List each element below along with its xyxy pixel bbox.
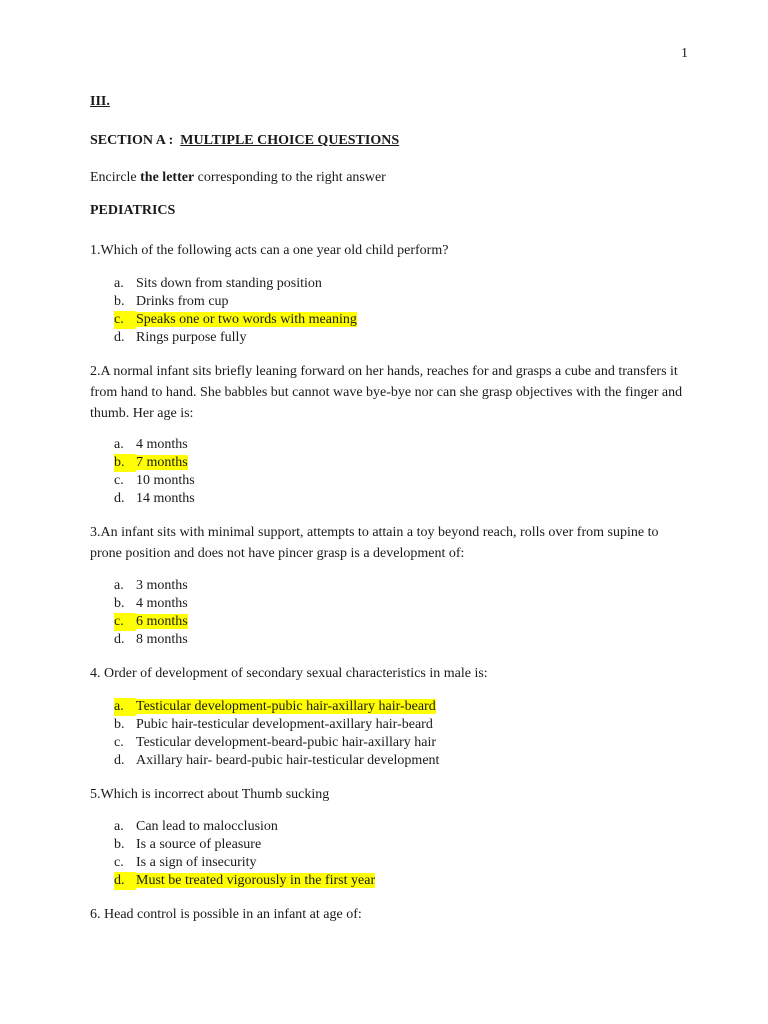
page-number: 1 [681, 46, 688, 61]
option-text: 3 months [136, 578, 188, 593]
option-text: Is a source of pleasure [136, 837, 262, 852]
option-letter: c. [114, 855, 124, 870]
section-prefix: SECTION A : [90, 133, 174, 148]
option-5d[interactable] [114, 872, 375, 890]
option-4d[interactable] [114, 752, 439, 770]
option-3b[interactable] [114, 595, 188, 613]
question-1-options [114, 275, 357, 347]
option-1c[interactable] [114, 311, 357, 329]
option-letter: a. [114, 819, 124, 834]
option-3a[interactable] [114, 577, 188, 595]
question-4-options [114, 698, 439, 770]
option-text: Testicular development-pubic hair-axillary hair-beard [136, 699, 436, 714]
option-text: 4 months [136, 437, 188, 452]
option-2d[interactable] [114, 490, 195, 508]
option-3d[interactable] [114, 631, 188, 649]
option-text: Axillary hair- beard-pubic hair-testicular development [136, 753, 440, 768]
option-text: Rings purpose fully [136, 330, 247, 345]
option-letter: b. [114, 294, 125, 309]
question-4: 4. Order of development of secondary sexual characteristics in male is: [90, 666, 488, 681]
option-1d[interactable] [114, 329, 357, 347]
option-letter: c. [114, 473, 124, 488]
option-text: 6 months [136, 614, 188, 629]
option-text: Sits down from standing position [136, 276, 322, 291]
option-letter: c. [114, 311, 136, 329]
question-3: 3.An infant sits with minimal support, attempts to attain a toy beyond reach, rolls over from supine to prone position and does not have pincer grasp is a development of: [90, 525, 659, 561]
part-numeral: III. [90, 94, 110, 109]
option-letter: d. [114, 872, 136, 890]
option-letter: c. [114, 613, 136, 631]
option-text: 4 months [136, 596, 188, 611]
option-text: Can lead to malocclusion [136, 819, 278, 834]
option-letter: a. [114, 437, 124, 452]
option-4c[interactable] [114, 734, 439, 752]
option-2b[interactable] [114, 454, 195, 472]
option-text: Testicular development-beard-pubic hair-axillary hair [136, 735, 436, 750]
option-4b[interactable] [114, 716, 439, 734]
question-5-options [114, 818, 375, 890]
option-letter: a. [114, 276, 124, 291]
option-text: 14 months [136, 491, 195, 506]
instruction-bold: the letter [140, 170, 195, 185]
option-letter: d. [114, 491, 125, 506]
option-letter: a. [114, 698, 136, 716]
option-letter: c. [114, 735, 124, 750]
option-1b[interactable] [114, 293, 357, 311]
option-3c[interactable] [114, 613, 188, 631]
question-1: 1.Which of the following acts can a one year old child perform? [90, 243, 449, 258]
subject-heading: PEDIATRICS [90, 203, 176, 218]
option-letter: b. [114, 717, 125, 732]
option-5a[interactable] [114, 818, 375, 836]
option-letter: b. [114, 596, 125, 611]
instruction-pre: Encircle [90, 170, 141, 185]
instruction-post: corresponding to the right answer [194, 170, 386, 185]
option-text: Speaks one or two words with meaning [136, 312, 357, 327]
option-letter: b. [114, 837, 125, 852]
option-letter: d. [114, 330, 125, 345]
option-letter: b. [114, 454, 136, 472]
option-text: 8 months [136, 632, 188, 647]
instruction-text [90, 170, 386, 186]
option-5c[interactable] [114, 854, 375, 872]
option-4a[interactable] [114, 698, 439, 716]
option-text: Must be treated vigorously in the first year [136, 873, 376, 888]
option-text: 7 months [136, 455, 188, 470]
section-heading [90, 133, 399, 149]
section-title: MULTIPLE CHOICE QUESTIONS [180, 133, 400, 148]
option-letter: d. [114, 632, 125, 647]
option-2c[interactable] [114, 472, 195, 490]
question-2: 2.A normal infant sits briefly leaning forward on her hands, reaches for and grasps a cube and transfers it from hand to hand. She babbles but cannot wave bye-bye nor can she grasp objectives with the finger and thumb. Her age is: [90, 364, 683, 421]
question-3-options [114, 577, 188, 649]
question-5: 5.Which is incorrect about Thumb sucking [90, 787, 330, 802]
question-2-options [114, 436, 195, 508]
option-text: Pubic hair-testicular development-axillary hair-beard [136, 717, 433, 732]
option-text: Drinks from cup [136, 294, 229, 309]
option-2a[interactable] [114, 436, 195, 454]
option-letter: a. [114, 578, 124, 593]
option-5b[interactable] [114, 836, 375, 854]
option-letter: d. [114, 753, 125, 768]
option-text: 10 months [136, 473, 195, 488]
option-text: Is a sign of insecurity [136, 855, 257, 870]
option-1a[interactable] [114, 275, 357, 293]
question-6: 6. Head control is possible in an infant at age of: [90, 907, 362, 922]
